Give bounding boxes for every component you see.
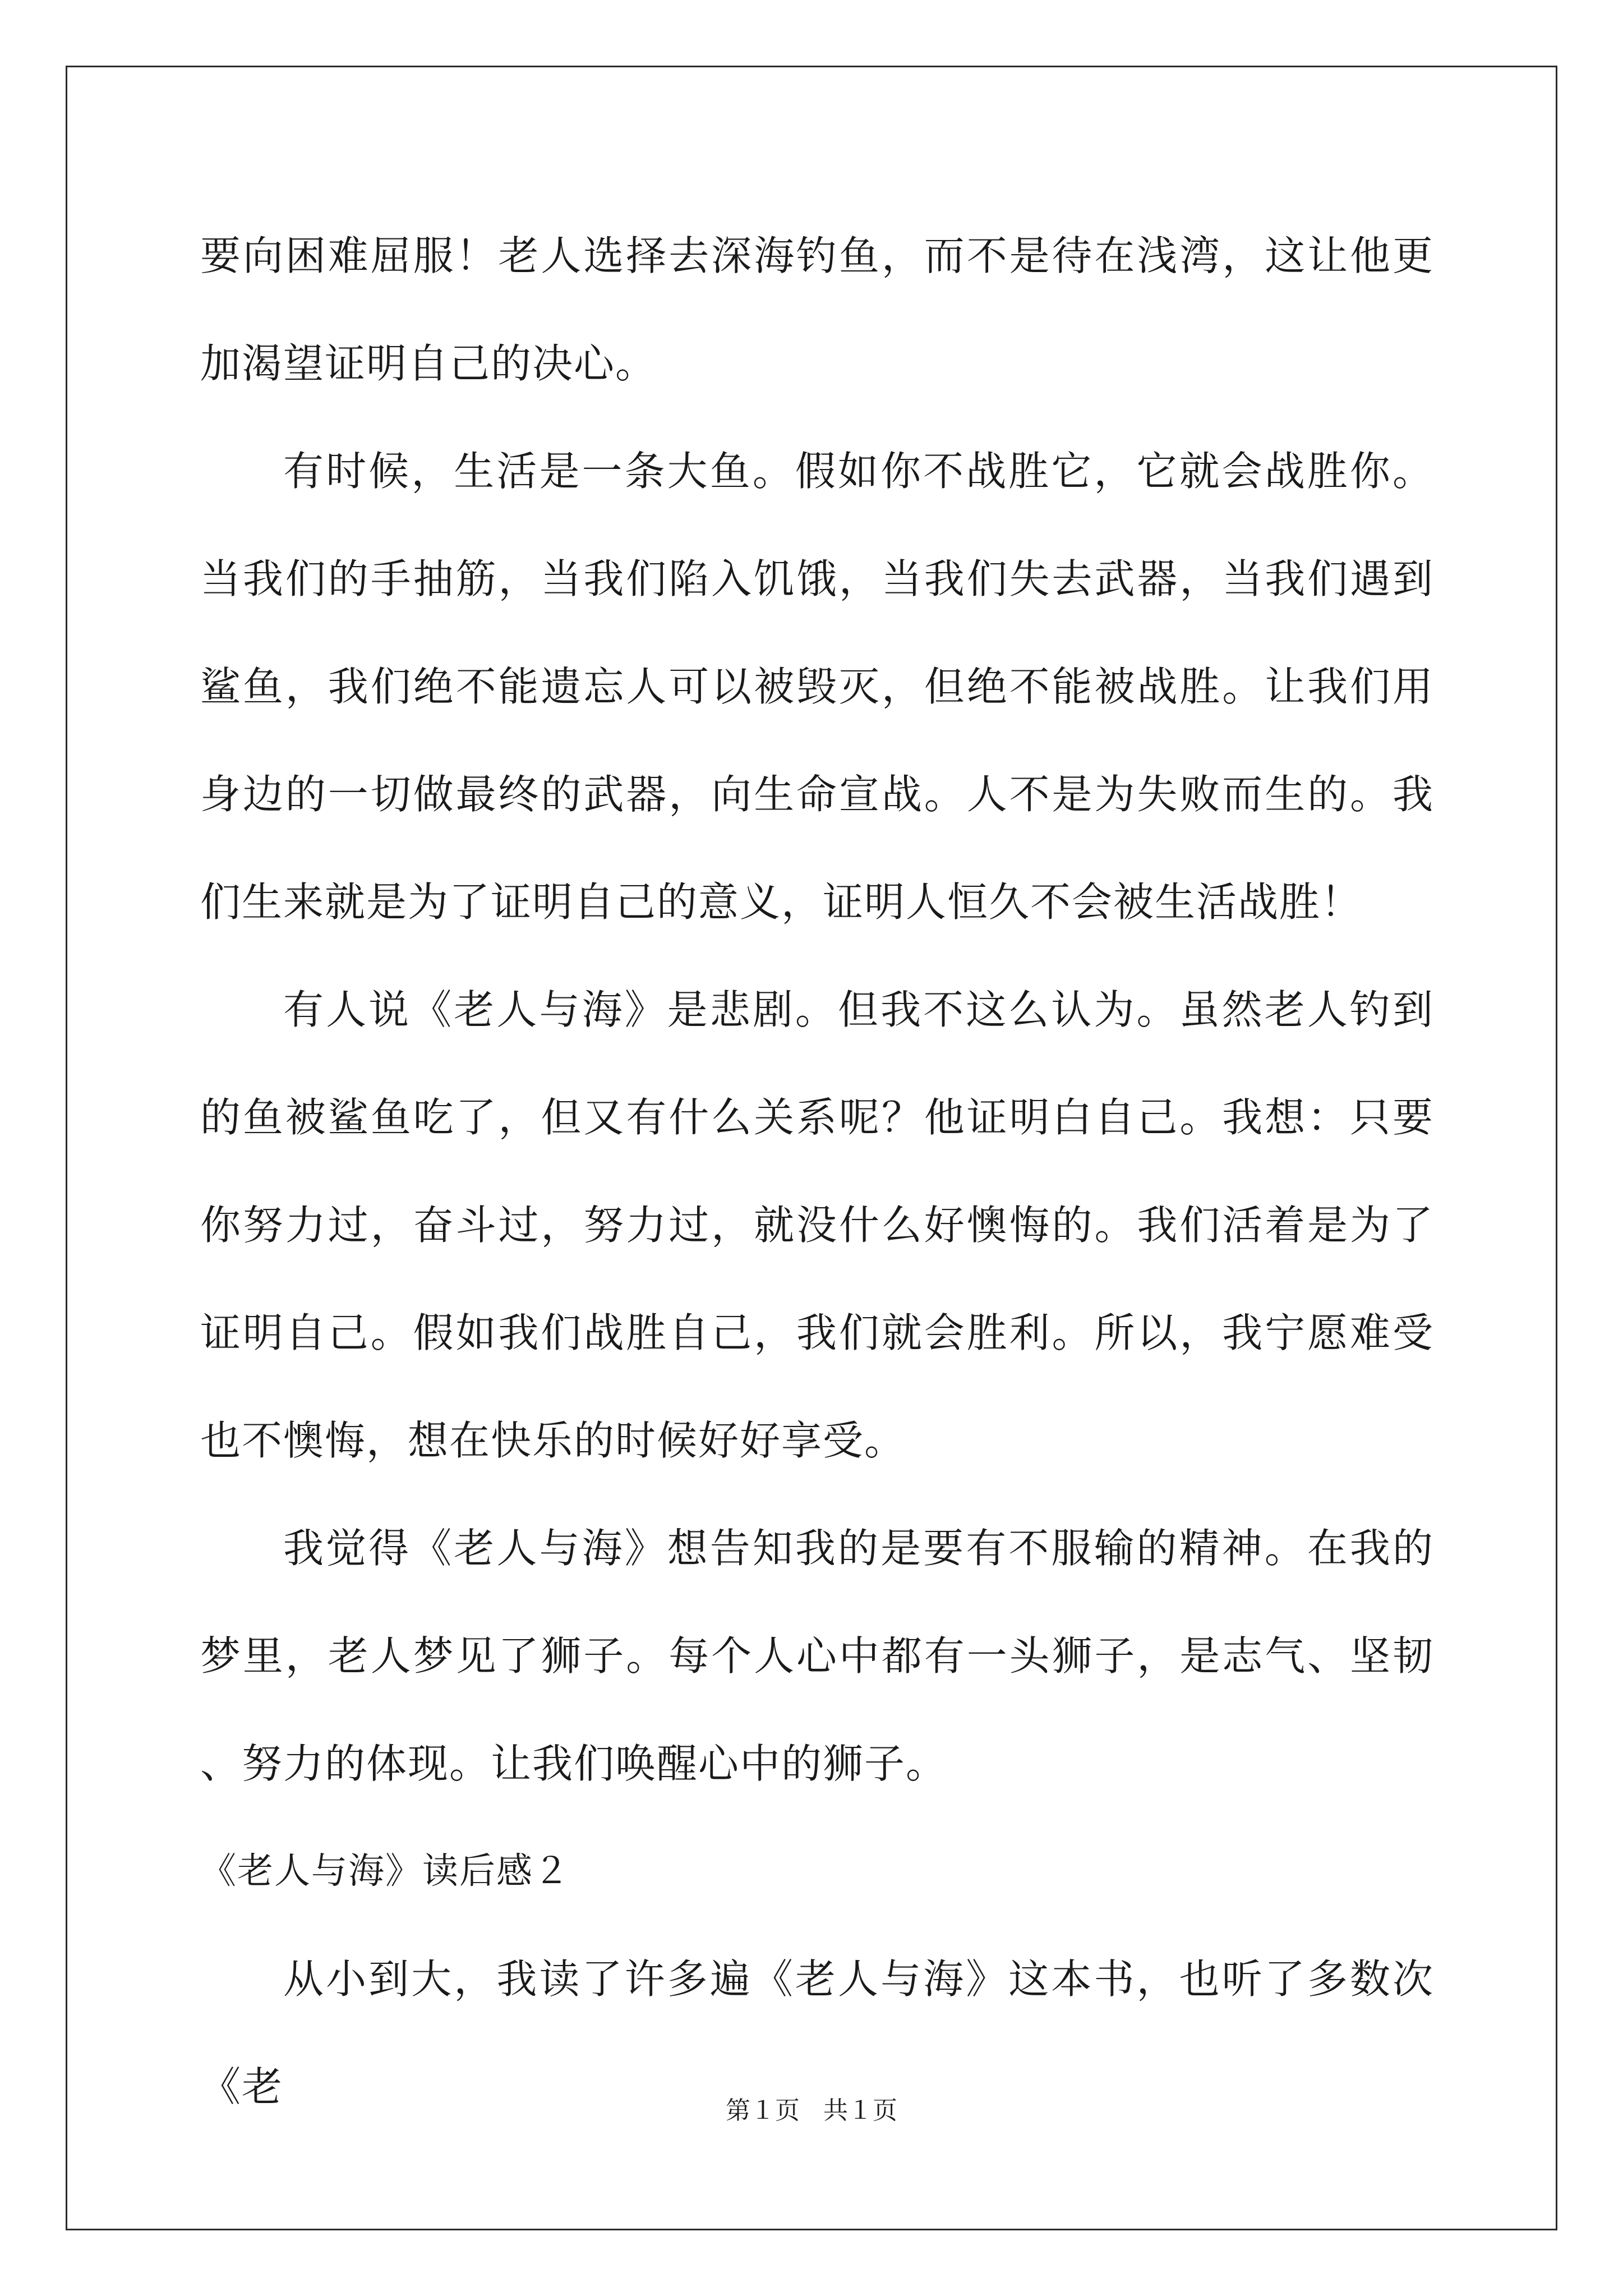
section-heading: 《老人与海》读后感２: [200, 1851, 570, 1892]
page-footer: [0, 2094, 1623, 2128]
page-number: 第１页: [726, 2096, 800, 2125]
paragraph-1: 要向困难屈服！老人选择去深海钓鱼，而不是待在浅湾，这让他更加渴望证明自己的决心。: [200, 232, 1434, 387]
paragraph-4: 我觉得《老人与海》想告知我的是要有不服输的精神。在我的梦里，老人梦见了狮子。每个人心中都有一头狮子，是志气、坚韧、努力的体现。让我们唤醒心中的狮子。: [200, 1525, 1434, 1787]
document-body: [200, 202, 1434, 2141]
paragraph-5: 从小到大，我读了许多遍《老人与海》这本书，也听了多数次《老: [200, 1955, 1434, 2110]
paragraph-3: 有人说《老人与海》是悲剧。但我不这么认为。虽然老人钓到的鱼被鲨鱼吃了，但又有什么关系呢？他证明白自己。我想：只要你努力过，奋斗过，努力过，就没什么好懊悔的。我们活着是为了证明自己。假如我们战胜自己，我们就会胜利。所以，我宁愿难受也不懊悔，想在快乐的时候好好享受。: [200, 986, 1434, 1464]
footer-spacer: [800, 2096, 823, 2125]
total-pages: 共１页: [823, 2096, 897, 2125]
paragraph-2: 有时候，生活是一条大鱼。假如你不战胜它，它就会战胜你。当我们的手抽筋，当我们陷入饥饿，当我们失去武器，当我们遇到鲨鱼，我们绝不能遗忘人可以被毁灭，但绝不能被战胜。让我们用身边的一切做最终的武器，向生命宣战。人不是为失败而生的。我们生来就是为了证明自己的意义，证明人恒久不会被生活战胜！: [200, 448, 1434, 926]
